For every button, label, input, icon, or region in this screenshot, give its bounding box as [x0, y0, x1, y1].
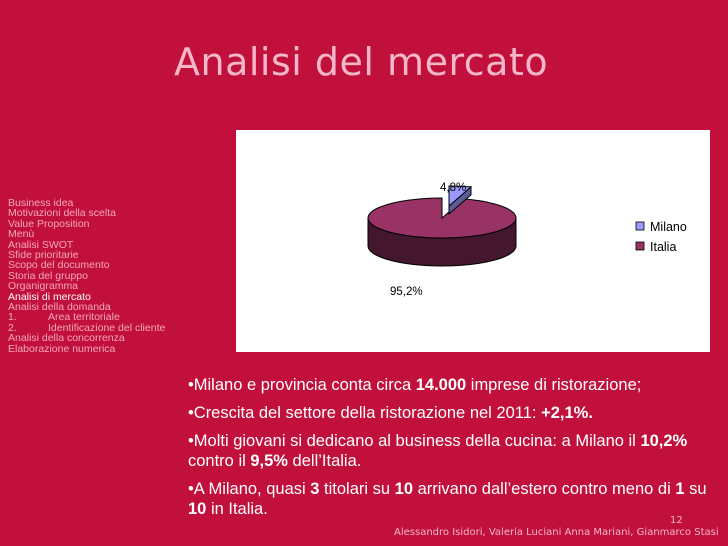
pie-slice: [368, 198, 516, 238]
bullet-text: •Milano e provincia conta circa: [188, 376, 416, 394]
nav-item-label: Sfide prioritarie: [8, 249, 79, 262]
bullet-highlight: 14.000: [415, 376, 467, 394]
bullet-highlight: 10: [394, 480, 414, 498]
bullet-highlight: 10,2%: [640, 432, 688, 450]
bullet-text: contro il: [188, 452, 251, 470]
nav-item-label: Analisi della concorrenza: [8, 332, 125, 345]
nav-item[interactable]: [8, 344, 186, 354]
nav-item-label: Motivazioni della scelta: [8, 207, 116, 220]
slide-title: Analisi del mercato: [174, 40, 549, 84]
nav-item[interactable]: [8, 219, 186, 229]
bullet-highlight: 9,5%: [250, 452, 288, 470]
nav-item-label: Menù: [8, 228, 35, 241]
bullet-item: [188, 403, 718, 423]
nav-item-label: Organigramma: [8, 280, 79, 293]
legend-swatch: [636, 222, 644, 230]
data-label: 4,8%: [440, 182, 467, 194]
legend-swatch: [636, 242, 644, 250]
bullet-text: in Italia.: [206, 500, 268, 518]
bullet-text: dell’Italia.: [287, 452, 362, 470]
nav-item-label: Area territoriale: [48, 311, 120, 324]
bullet-item: [188, 479, 718, 519]
bullet-text: arrivano dall’estero contro meno di: [413, 480, 676, 498]
bullet-text: titolari su: [319, 480, 395, 498]
nav-item-number: 2.: [8, 321, 17, 334]
bullet-text: •Molti giovani si dedicano al business della cucina: a Milano il: [188, 432, 641, 450]
bullet-text: su: [684, 480, 707, 498]
page-number: 12: [670, 515, 683, 526]
nav-item-label: Analisi SWOT: [8, 238, 74, 251]
bullet-highlight: 1: [675, 480, 685, 498]
nav-item-label: Analisi della domanda: [8, 301, 111, 314]
nav-item-label: Storia del gruppo: [8, 269, 88, 282]
bullet-text: imprese di ristorazione;: [466, 376, 642, 394]
bullet-item: [188, 375, 718, 395]
nav-item-label: Value Proposition: [8, 217, 90, 230]
nav-item-label: Scopo del documento: [8, 259, 110, 272]
pie-chart: [236, 130, 710, 352]
bullet-highlight: 3: [310, 480, 320, 498]
nav-item-number: 1.: [8, 311, 17, 324]
data-label: 95,2%: [390, 286, 423, 298]
chart-legend: [636, 220, 687, 254]
bullet-list: [188, 375, 718, 527]
legend-label: Milano: [650, 220, 687, 234]
nav-item-label: Identificazione del cliente: [48, 321, 166, 334]
legend-label: Italia: [650, 240, 677, 254]
bullet-item: [188, 431, 718, 471]
sidebar-nav: [8, 198, 186, 354]
bullet-highlight: +2,1%.: [541, 404, 593, 422]
nav-item-label: Business idea: [8, 197, 74, 209]
nav-item-label: Elaborazione numerica: [8, 342, 116, 355]
bullet-highlight: 10: [188, 500, 207, 518]
nav-item-label: Analisi di mercato: [8, 290, 91, 303]
bullet-text: •Crescita del settore della ristorazione nel 2011:: [188, 404, 542, 422]
footer-authors: Alessandro Isidori, Valeria Luciani Anna Mariani, Gianmarco Stasi: [394, 527, 719, 538]
bullet-text: •A Milano, quasi: [188, 480, 311, 498]
